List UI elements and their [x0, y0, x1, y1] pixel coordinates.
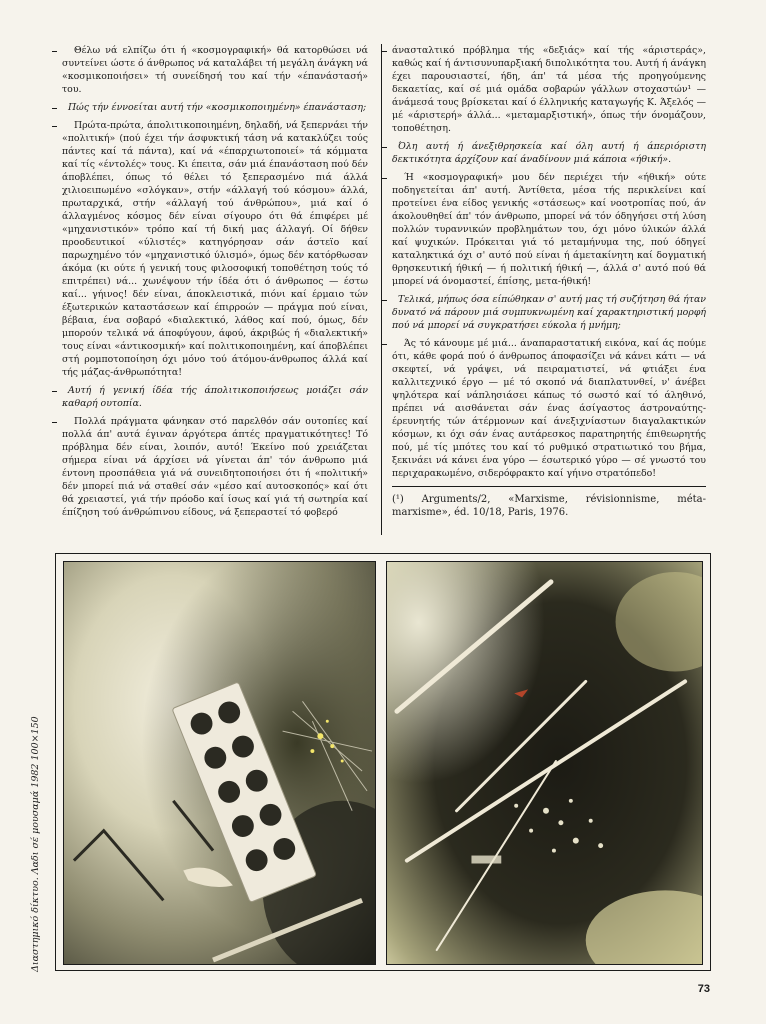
- answer-paragraph: Άς τό κάνουμε μέ μιά... άναπαραστατική εικόνα, καί άς πούμε ότι, κάθε φορά πού ό άνθρωπος άποφασίζει νά κάνει κάτι — νά σκεφτεί, νά γράψει, νά πειραματιστεί, νά φτιάξει ένα καλλιτεχνικό έργο — μέ τό σκοπό νά διαπλατυνθεί, ν' άνέβει ψηλότερα καί νάπλησιάσει κάπως τό σωστό καί τό άληθινό, πρέπει νά αισθάνεται σάν ένας άσίγαστος άστροναύτης-έρευνητής τών άτέρμονων καί άνεξιχνίαστων διαγαλακτικών κόσμων, κι όχι σάν ένας αυτάρεσκος παρατηρητής έπιθεωρητής πού, μέ τίς μπότες του καί τό ρυθμικό στρατιωτικό του βήμα, ξεκινάει νά κάνει ένα γύρο — έσωτερικό γύρο — σέ γνωστό του περιχαρακωμένο, σιδερόφρακτο καί γήινο στρατόπεδο!: [392, 337, 706, 480]
- answer-paragraph: Θέλω νά ελπίζω ότι ή «κοσμογραφική» θά κατορθώσει νά συντείνει ώστε ό άνθρωπος νά καταλάβει τή μεγάλη άνάγκη νά «κοσμικοποιήσει» τή συνείδησή του καί τήν «έπανάστασή» του.: [62, 44, 368, 96]
- painting-left: [64, 562, 375, 964]
- answer-paragraph: Πρώτα-πρώτα, άπολιτικοποιημένη, δηλαδή, νά ξεπερνάει τήν «πολιτική» (πού έχει τήν άσφυκτική τάση νά κατακλύζει τούς πάντες καί τά πάντα), καί νά «έπαρχιωτοποιεί» τά κόμματα καί τίς «έντολές» τους. Κι έπειτα, σάν μιά έπανάσταση πού δέν άποβλέπει, όπως τό θέλει τό ξεπερασμένο πιά άλλά χιλιοειπωμένο «σλόγκαν», στήν «άλλαγή τού κόσμου» άλλά, πρωταρχικά, στήν «άλλαγή τού άνθρώπου», μιά καί ό άλλαγμένος κόσμος δέν είναι σίγουρο ότι θά έπιφέρει μέ «μηχανιστικόν» τρόπο καί τή δική μας άλλαγή. Οί δήθεν προοδευτικοί «ύλιστές» κατηγόρησαν σάν άστεϊο καί παρωχημένο τόν «μηχανιστικό ύλισμό», όμως δέν κατόρθωσαν άκόμα (κι ούτε ή γενική τους φιλοσοφική τοποθέτηση τούς τό επιτρέπει) νά... χωνέψουν τήν ίδέα ότι ό άνθρωπος — έστω καί... γήινος! δέν είναι, άποκλειστικά, πιόνι καί έρμαιο τών έξωτερικών καταστάσεων καί έπιρροών — πράγμα πού είναι, βέβαια, ένα σοβαρό «διαλεκτικό, λάθος καί πού, όμως, δέν μπορούν τελικά νά άποφύγουν, άφού, άκριβώς ή «διαλεκτική» τους είναι «άντικοσμική» καί πολιτικοποιημένη, καί άποβλέπει στή ρομποτοποίηση όχι μόνο τού άτόμου-άνθρωπος άλλά καί τής μάζας-άνθρωπότητα!: [62, 119, 368, 379]
- artwork-panel-left: [63, 561, 376, 965]
- answer-paragraph: Πολλά πράγματα φάνηκαν στό παρελθόν σάν ουτοπίες καί πολλά άπ' αυτά έγιναν άργότερα άπτές πραγματικότητες! Τό πρόβλημα δέν είναι, λοιπόν, αυτό! Έκείνο πού χρειάζεται σήμερα είναι νά άρχίσει νά γίνεται άπ' τόν άνθρωπο μιά έντονη προσπάθεια γιά νά συνειδητοποιήσει ότι ή «πολιτική» δέν μπορεί πιά νά σταθεί σάν «μέσο καί αυτοσκοπός» καί ότι θά χρειαστεί, γιά τήν πρόοδο καί ίσως καί γιά τή σωτηρία καί έπίζηση τού άνθρώπινου είδους, νά ξεπεραστεί τό φοβερό: [62, 415, 368, 519]
- artwork-caption: Διαστημικό δίκτυο. Λαδι σέ μουσαμά 1982 100×150: [30, 716, 41, 972]
- paragraph-marker: [52, 108, 57, 109]
- paragraph-marker: [52, 391, 57, 392]
- paragraph-marker: [382, 147, 387, 148]
- interview-question: Τελικά, μήπως όσα είπώθηκαν σ' αυτή μας τή συζήτηση θά ήταν δυνατό νά πάρουν μιά συμπυκνωμένη καί χαρακτηριστική μορφή πού νά μπορεί νά συγκρατήσει εύκολα ή μνήμη;: [392, 293, 706, 332]
- paragraph-marker: [382, 51, 387, 52]
- footnote-separator: [392, 486, 706, 487]
- interview-question: Όλη αυτή ή άνεξιθρησκεία καί όλη αυτή ή άπεριόριστη δεκτικότητα άρχίζουν καί άναδίνουν μιά κάποια «ήθική».: [392, 140, 706, 166]
- artwork-frame: [55, 553, 711, 971]
- right-text-column: [392, 44, 706, 519]
- paragraph-marker: [382, 300, 387, 301]
- paragraph-marker: [52, 51, 57, 52]
- painting-right: [387, 562, 702, 964]
- paragraph-marker: [52, 422, 57, 423]
- answer-paragraph: Ή «κοσμογραφική» μου δέν περιέχει τήν «ήθική» ούτε ποδηγετείται άπ' αυτή. Άντίθετα, μέσα τής περικλείνει καί προτείνει ένα είδος γενικής «στάσεως» καί νοοτροπίας πού, άν άκολουθηθεί άπ' τόν άνθρωπο, μπορεί νά τόν όδηγήσει στή λύση πολλών τυραννικών προβλημάτων του, όχι μόνο ύλικών άλλά καί ψυχικών. Πρόκειται γιά τό μεταμήνυμα της, πού όδηγεί καταληκτικά όχι σ' αυτό πού είναι ή άμετακίνητη καί δογματική θρησκευτική ήθική — ή πολιτική ήθική —, άλλά σ' αυτό πού θά μπορεί νά όνομαστεί, έπίσης, μετα-ήθική!: [392, 171, 706, 288]
- column-divider: [381, 44, 382, 535]
- paragraph-marker: [382, 344, 387, 345]
- artwork-panel-right: [386, 561, 703, 965]
- footnote: (¹) Arguments/2, «Marxisme, révisionnisme, méta-marxisme», éd. 10/18, Paris, 1976.: [392, 494, 706, 518]
- left-text-column: [62, 44, 368, 524]
- paragraph-marker: [52, 126, 57, 127]
- answer-paragraph: άνασταλτικό πρόβλημα τής «δεξιάς» καί τής «άριστεράς», καθώς καί ή άντισυνυπαρξιακή διπολικότητα του. Αυτή ή άνάγκη έχει παρουσιαστεί, ήδη, άπ' τά μέσα τής προηγούμενης δεκαετίας, καί σέ μιά ομάδα σοβαρών γάλλων στοχαστών¹ — άνάμεσά τους βρίσκεται καί ό έλληνικής καταγωγής Κ. Άξελός — μέ «άριστερή» άλλά... «μεταμαρξιστική», όπως τήν όνομάζουν, τοποθέτηση.: [392, 44, 706, 135]
- paragraph-marker: [382, 178, 387, 179]
- interview-question: Πώς τήν έννοείται αυτή τήν «κοσμικοποιημένη» έπανάσταση;: [62, 101, 368, 114]
- page-number: 73: [697, 983, 710, 995]
- interview-question: Αυτή ή γενική ίδέα τής άπολιτικοποιήσεως μοιάζει σάν καθαρή ουτοπία.: [62, 384, 368, 410]
